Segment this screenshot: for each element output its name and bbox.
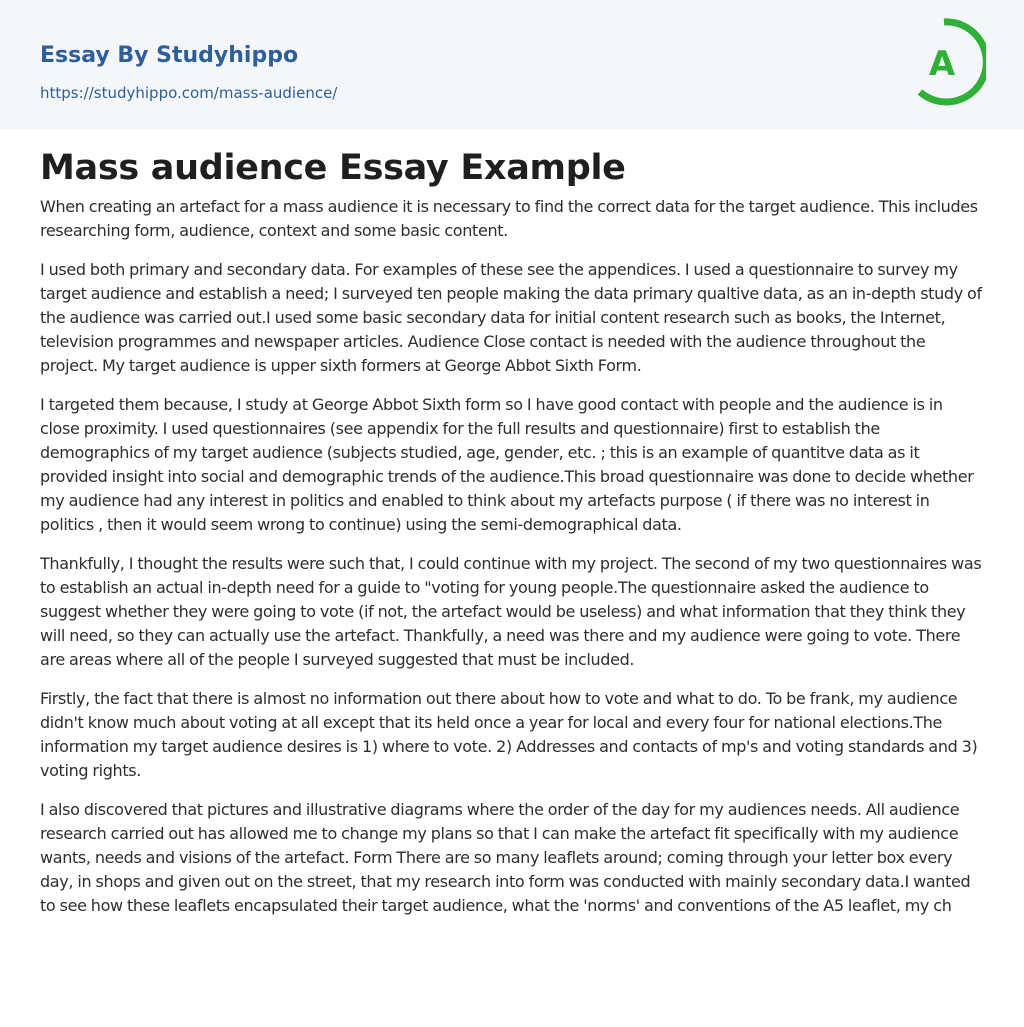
paragraph-4: Thankfully, I thought the results were such that, I could continue with my project. The second of my two questionnaires was to establish an actual in-depth need for a guide to "voting for young people.The questionnaire asked the audience to suggest whether they were going to vote (if not, the artefact would be useless) and what information that they think they will need, so they can actually use the artefact. Thankfully, a need was there and my audience were going to vote. There are areas where all of the people I surveyed suggested that must be included. (40, 554, 982, 669)
page-url-link[interactable]: https://studyhippo.com/mass-audience/ (40, 84, 338, 102)
paragraph-3: I targeted them because, I study at George Abbot Sixth form so I have good contact with people and the audience is in close proximity. I used questionnaires (see appendix for the full results and questionnaire) first to establish the demographics of my target audience (subjects studied, age, gender, etc. ; this is an example of quantitve data as it provided insight into social and demographic trends of the audience.This broad questionnaire was done to decide whether my audience had any interest in politics and enabled to think about my artefacts purpose ( if there was no interest in politics , then it would seem wrong to continue) using the semi-demographical data. (40, 395, 974, 534)
paragraph-5: Firstly, the fact that there is almost no information out there about how to vote and what to do. To be frank, my audience didn't know much about voting at all except that its held once a year for local and every four for national elections.The information my target audience desires is 1) where to vote. 2) Addresses and contacts of mp's and voting standards and 3) voting rights. (40, 689, 978, 780)
paragraph-6: I also discovered that pictures and illustrative diagrams where the order of the day for my audiences needs. All audience research carried out has allowed me to change my plans so that I can make the artefact fit specifically with my audience wants, needs and visions of the artefact. Form There are so many leaflets around; coming through your letter box every day, in shops and given out on the street, that my research into form was conducted with mainly secondary data.I wanted to see how these leaflets encapsulated their target audience, what the 'norms' and conventions of the A5 leaflet, my ch (40, 800, 971, 915)
article (0, 149, 1024, 918)
paragraph-2: I used both primary and secondary data. For examples of these see the appendices. I used a questionnaire to survey my target audience and establish a need; I surveyed ten people making the data primary qualtive data, as an in-depth study of the audience was carried out.I used some basic secondary data for initial content research such as books, the Internet, television programmes and newspaper articles. Audience Close contact is needed with the audience throughout the project. My target audience is upper sixth formers at George Abbot Sixth Form. (40, 260, 982, 375)
page-title: Mass audience Essay Example (40, 148, 626, 188)
site-brand[interactable]: Essay By Studyhippo (40, 43, 299, 68)
site-header (0, 0, 1024, 129)
logo-letter: A (928, 44, 956, 84)
paragraph-1: When creating an artefact for a mass audience it is necessary to find the correct data for the target audience. This includes researching form, audience, context and some basic content. (40, 197, 978, 240)
studyhippo-logo-icon[interactable] (914, 18, 986, 106)
